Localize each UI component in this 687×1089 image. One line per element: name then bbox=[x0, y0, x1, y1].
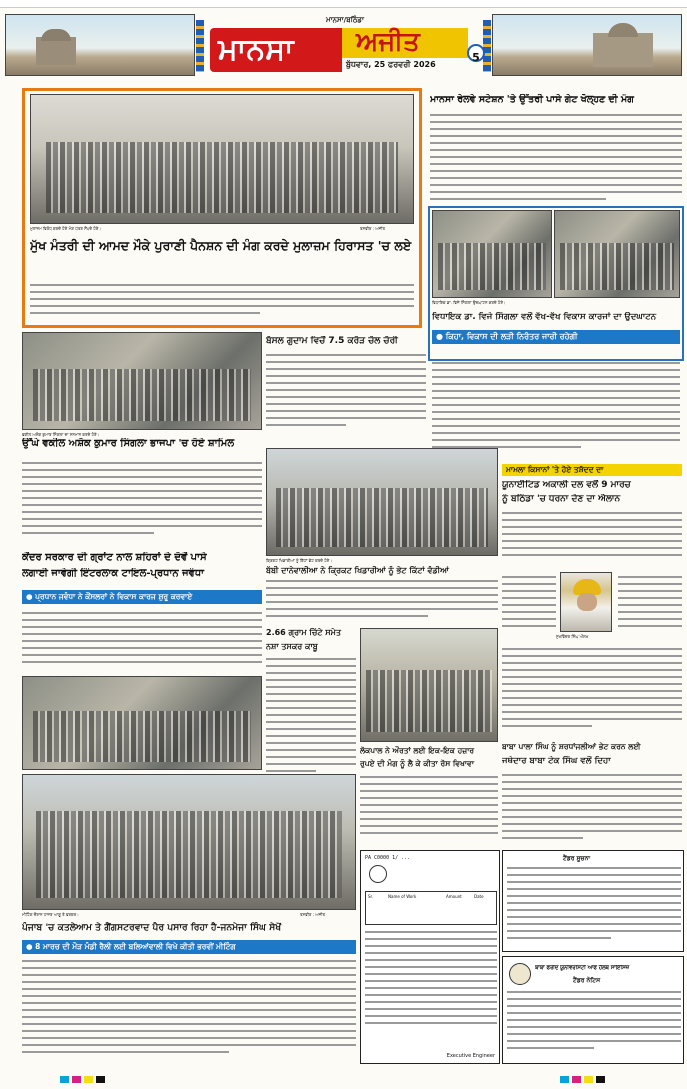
header-photo-right bbox=[492, 14, 682, 76]
color-swatch-black-2 bbox=[596, 1076, 605, 1083]
story-3-photo-left bbox=[432, 210, 552, 298]
story-12-headline: ਪੰਜਾਬ 'ਚ ਕਤਲੇਆਮ ਤੇ ਗੈਂਗਸਟਰਵਾਦ ਪੈਰ ਪਸਾਰ ਰਿਹਾ ਹੈ-ਜਨਮੇਜਾ ਸਿੰਘ ਸੇਖੋਂ bbox=[22, 922, 282, 933]
masthead-title-left-box bbox=[210, 28, 342, 72]
ad-notice-top-right bbox=[502, 850, 684, 952]
story-11-headline-2: ਜਥੇਦਾਰ ਬਾਬਾ ਟੇਕ ਸਿੰਘ ਵਲੋਂ ਦਿਹਾ bbox=[502, 756, 611, 766]
color-swatch-magenta-2 bbox=[572, 1076, 581, 1083]
story-3-headline: ਵਿਧਾਇਕ ਡਾ. ਵਿਜੇ ਸਿੰਗਲਾ ਵਲੋਂ ਵੱਖ-ਵੱਖ ਵਿਕਾਸ ਕਾਰਜਾਂ ਦਾ ਉਦਘਾਟਨ bbox=[432, 312, 657, 322]
story-11-text bbox=[502, 774, 682, 846]
story-3-subhead: ● ਕਿਹਾ, ਵਿਕਾਸ ਦੀ ਲੜੀ ਨਿਰੰਤਰ ਜਾਰੀ ਰਹੇਗੀ bbox=[432, 330, 680, 344]
story-10-photo bbox=[360, 628, 498, 742]
story-1-photo-crowd bbox=[46, 142, 397, 212]
color-swatch-black bbox=[96, 1076, 105, 1083]
ad-table-col-1: Sr. bbox=[368, 894, 374, 899]
story-12-credit: ਤਸਵੀਰ : ਅਜੀਤ bbox=[300, 912, 326, 917]
story-9-headline-2: ਨਸ਼ਾ ਤਸਕਰ ਕਾਬੂ bbox=[266, 642, 318, 651]
ad-tender-center-table bbox=[365, 891, 497, 925]
profile-caption: ਸੁਖਵਿੰਦਰ ਸਿੰਘ ਔਲਖ bbox=[556, 634, 589, 639]
story-4-text bbox=[266, 354, 426, 434]
ad-table-col-4: Date bbox=[474, 894, 484, 899]
color-swatch-magenta bbox=[72, 1076, 81, 1083]
story-12-text bbox=[22, 960, 356, 1066]
ad-tender-center-signatory: Executive Engineer bbox=[446, 1053, 495, 1059]
story-12-subhead: ● 8 ਮਾਰਚ ਦੀ ਮੌੜ ਮੰਡੀ ਰੈਲੀ ਲਈ ਬਲਿਆਂਵਾਲੀ ਵਿਖੇ ਕੀਤੀ ਭਰਵੀਂ ਮੀਟਿੰਗ bbox=[22, 940, 356, 954]
page-number: 5 bbox=[472, 51, 480, 64]
story-5-caption: ਵਕੀਲ ਅਸ਼ੋਕ ਕੁਮਾਰ ਸਿੰਗਲਾ ਦਾ ਸਨਮਾਨ ਕਰਦੇ ਹੋਏ। bbox=[22, 432, 100, 437]
masthead-title-right: ਅਜੀਤ bbox=[356, 27, 420, 57]
masthead-title-left: ਮਾਨਸਾ bbox=[218, 32, 294, 67]
story-7-subhead: ● ਪ੍ਰਧਾਨ ਜਵੰਧਾ ਨੇ ਕੌਂਸਲਰਾਂ ਨੇ ਵਿਕਾਸ ਕਾਰਜ ਸ਼ੁਰੂ ਕਰਵਾਏ bbox=[22, 590, 262, 604]
top-print-strip bbox=[0, 0, 687, 8]
story-12-caption: ਮੀਟਿੰਗ ਦੌਰਾਨ ਹਾਜ਼ਰ ਆਗੂ ਤੇ ਵਰਕਰ। bbox=[22, 912, 79, 917]
story-5-headline: ਉੱਘੇ ਵਕੀਲ ਅਸ਼ੋਕ ਕੁਮਾਰ ਸਿੰਗਲਾ ਭਾਜਪਾ 'ਚ ਹੋਏ ਸ਼ਾਮਿਲ bbox=[22, 438, 235, 449]
story-6-headline-1: ਯੂਨਾਈਟਿਡ ਅਕਾਲੀ ਦਲ ਵਲੋਂ 9 ਮਾਰਚ bbox=[502, 480, 631, 490]
ad-tender-center-ref: PA C0000 1/ ... bbox=[365, 855, 411, 861]
story-11-headline: ਬਾਬਾ ਪਾਲਾ ਸਿੰਘ ਨੂੰ ਸ਼ਰਧਾਂਜਲੀਆਂ ਭੇਟ ਕਰਨ ਲਈ bbox=[502, 742, 641, 751]
story-1-credit: ਤਸਵੀਰ : ਅਜੀਤ bbox=[360, 226, 386, 231]
story-10-headline: ਲੋਕਪਾਲ ਨੇ ਔਰਤਾਂ ਲਈ ਇਕ-ਇਕ ਹਜ਼ਾਰ bbox=[360, 746, 475, 755]
story-1-caption: ਮੁਲਾਜ਼ਮ ਵਿਰੋਧ ਕਰਦੇ ਹੋਏ ਮੰਗ ਪੱਤਰ ਸੌਂਪਦੇ ਹੋਏ। bbox=[30, 226, 102, 231]
story-6-kicker: ਮਾਮਲਾ ਕਿਸਾਨਾਂ 'ਤੇ ਹੋਏ ਤਸ਼ੱਦਦ ਦਾ bbox=[502, 464, 682, 476]
masthead-slug: ਮਾਨਸਾ/ਬਠਿੰਡਾ bbox=[326, 16, 364, 24]
masthead bbox=[206, 16, 482, 78]
header-ornament-right bbox=[483, 20, 491, 72]
story-4-photo bbox=[22, 332, 262, 430]
ad-university-text bbox=[507, 991, 681, 1061]
header-photo-left bbox=[5, 14, 195, 76]
story-6-text-4 bbox=[502, 648, 682, 740]
ad-notice-top-right-text bbox=[507, 867, 681, 949]
masthead-date: ਬੁੱਧਵਾਰ, 25 ਫਰਵਰੀ 2026 bbox=[346, 60, 436, 69]
story-5-text bbox=[22, 462, 262, 548]
story-3-photo-right bbox=[554, 210, 680, 298]
ad-tender-center bbox=[360, 850, 500, 1064]
ad-table-col-2: Name of Work bbox=[388, 894, 417, 899]
story-6-headline-2: ਨੂੰ ਬਠਿੰਡਾ 'ਚ ਧਰਨਾ ਦੇਣ ਦਾ ਐਲਾਨ bbox=[502, 494, 621, 504]
profile-photo-face bbox=[577, 593, 597, 611]
ad-notice-top-right-heading: ਟੈਂਡਰ ਸੂਚਨਾ bbox=[563, 855, 591, 862]
profile-photo bbox=[560, 572, 612, 632]
story-7-photo bbox=[22, 676, 262, 770]
color-swatch-yellow bbox=[84, 1076, 93, 1083]
story-8-headline: ਬੱਬੀ ਦਾਨੇਵਾਲੀਆ ਨੇ ਕ੍ਰਿਕਟ ਖਿਡਾਰੀਆਂ ਨੂੰ ਭੇਟ ਕਿੱਟਾਂ ਵੰਡੀਆਂ bbox=[266, 566, 449, 575]
story-3-text bbox=[432, 362, 680, 452]
header-photo-left-tower bbox=[36, 37, 76, 65]
story-8-text bbox=[266, 580, 498, 624]
story-6-text bbox=[502, 512, 682, 572]
color-swatch-yellow-2 bbox=[584, 1076, 593, 1083]
story-6-text-2 bbox=[502, 576, 556, 646]
ad-tender-center-text bbox=[365, 931, 497, 1041]
story-1-photo bbox=[30, 94, 414, 224]
color-swatch-cyan-2 bbox=[560, 1076, 569, 1083]
masthead-title-right-box bbox=[342, 28, 468, 58]
header-ornament-left bbox=[196, 20, 204, 72]
story-12-photo bbox=[22, 774, 356, 910]
story-2-text bbox=[430, 114, 682, 204]
ad-university-heading: ਬਾਬਾ ਫਰੀਦ ਯੂਨੀਵਰਸਿਟੀ ਆਫ ਹੈਲਥ ਸਾਇੰਸਿਜ਼ bbox=[535, 965, 630, 971]
story-4-headline: ਬੱਸਲ ਗੁਦਾਮ ਵਿਚੋਂ 7.5 ਕਰੋੜ ਚੋਲ ਚੋਰੀ bbox=[266, 336, 398, 346]
story-1-headline: ਮੁੱਖ ਮੰਤਰੀ ਦੀ ਆਮਦ ਮੌਕੇ ਪੁਰਾਣੀ ਪੈਨਸ਼ਨ ਦੀ ਮੰਗ ਕਰਦੇ ਮੁਲਾਜ਼ਮ ਹਿਰਾਸਤ 'ਚ ਲਏ bbox=[30, 238, 412, 253]
story-10-text bbox=[360, 776, 498, 846]
page-number-badge bbox=[467, 44, 485, 62]
story-8-photo bbox=[266, 448, 498, 556]
header-photo-right-dome bbox=[608, 23, 638, 37]
story-1-text bbox=[30, 284, 414, 324]
story-2-headline: ਮਾਨਸਾ ਰੇਲਵੇ ਸਟੇਸ਼ਨ 'ਤੇ ਉੱਤਰੀ ਪਾਸੇ ਗੇਟ ਖੋਲ੍ਹਣ ਦੀ ਮੰਗ bbox=[430, 94, 634, 105]
header-photo-left-dome bbox=[41, 29, 71, 41]
story-3-caption: ਵਿਧਾਇਕ ਡਾ. ਵਿਜੇ ਸਿੰਗਲਾ ਉਦਘਾਟਨ ਕਰਦੇ ਹੋਏ। bbox=[432, 300, 506, 305]
story-7-headline: ਕੇਂਦਰ ਸਰਕਾਰ ਦੀ ਗ੍ਰਾਂਟ ਨਾਲ ਸ਼ਹਿਰਾਂ ਦੇ ਦੋਵੇਂ ਪਾਸੇ bbox=[22, 552, 207, 563]
ad-tender-center-emblem bbox=[369, 865, 387, 883]
story-9-text bbox=[266, 658, 356, 788]
header-photo-right-temple bbox=[593, 33, 653, 67]
story-7-text bbox=[22, 612, 262, 674]
story-7-headline-2: ਲਗਾਈ ਜਾਵੇਗੀ ਇੰਟਰਲਾਕ ਟਾਇਲ-ਪ੍ਰਧਾਨ ਜਵੰਧਾ bbox=[22, 568, 205, 579]
ad-university bbox=[502, 956, 684, 1064]
story-9-headline: 2.66 ਗ੍ਰਾਮ ਚਿੱਟੇ ਸਮੇਤ bbox=[266, 628, 341, 637]
color-swatch-cyan bbox=[60, 1076, 69, 1083]
ad-university-emblem bbox=[509, 963, 531, 985]
story-10-headline-2: ਰੁਪਏ ਦੀ ਮੰਗ ਨੂੰ ਲੈ ਕੇ ਕੀਤਾ ਰੋਸ ਵਿਖਾਵਾ bbox=[360, 759, 475, 768]
ad-table-col-3: Amount bbox=[446, 894, 462, 899]
story-6-text-3 bbox=[618, 576, 682, 646]
story-8-caption: ਕ੍ਰਿਕਟ ਖਿਡਾਰੀਆਂ ਨੂੰ ਕਿੱਟਾਂ ਭੇਟ ਕਰਦੇ ਹੋਏ। bbox=[266, 558, 333, 563]
ad-university-sub: ਟੈਂਡਰ ਨੋਟਿਸ bbox=[573, 977, 601, 984]
